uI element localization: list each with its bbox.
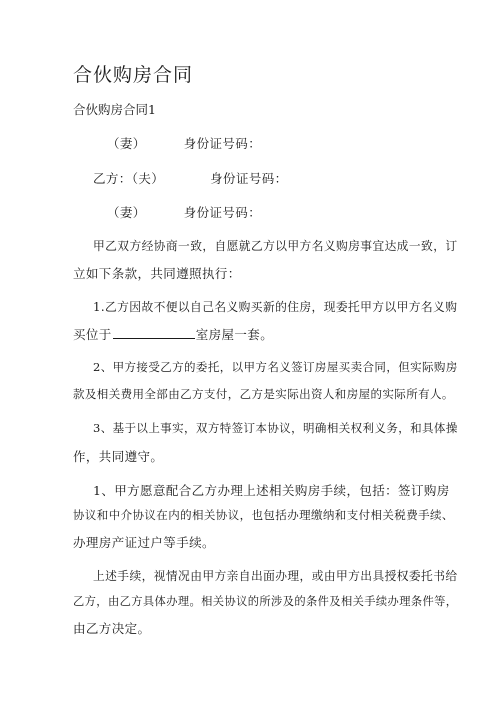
clause-3-line-1: 3、基于以上事实，双方特签订本协议，明确相关权利义务，和具体操 [93, 421, 458, 435]
clause-4-line-2: 协议和中介协议在内的相关协议，也包括办理缴纳和支付相关税费手续、 [73, 508, 454, 522]
clause-4-line-3: 办理房产证过户等手续。 [73, 535, 215, 550]
address-blank-line [113, 327, 195, 339]
intro-line-2: 立如下条款，共同遵照执行： [73, 266, 241, 281]
document-subtitle: 合伙购房合同1 [73, 102, 156, 117]
clause-4-line-1: 1、甲方愿意配合乙方办理上述相关购房手续，包括：签订购房 [93, 483, 450, 498]
clause-1-line-1: 1.乙方因故不便以自己名义购买新的住房，现委托甲方以甲方名义购 [93, 300, 458, 314]
party-wife-id-label: 身份证号码： [183, 136, 262, 151]
party-wife-line-2 [107, 203, 261, 221]
clause-1-suffix: 室房屋一套。 [195, 327, 274, 342]
party-b-id-label: 身份证号码： [210, 171, 288, 186]
clause-5-line-3: 由乙方决定。 [73, 621, 151, 636]
party-wife-label: （妻） [107, 136, 146, 151]
party-wife-id-label: 身份证号码： [183, 205, 262, 220]
party-wife-label: （妻） [107, 205, 146, 220]
clause-5-line-1: 上述手续，视情况由甲方亲自出面办理，或由甲方出具授权委托书给 [93, 569, 458, 583]
clause-1-prefix: 买位于 [73, 327, 112, 342]
intro-line-1: 甲乙双方经协商一致，自愿就乙方以甲方名义购房事宜达成一致，订 [93, 239, 458, 253]
clause-1-line-2 [73, 325, 273, 343]
clause-3-line-2: 作，共同遵守。 [73, 449, 164, 464]
clause-2-line-1: 2、甲方接受乙方的委托，以甲方名义签订房屋买卖合同，但实际购房 [93, 360, 458, 374]
clause-2-line-2: 款及相关费用全部由乙方支付，乙方是实际出资人和房屋的实际所有人。 [73, 387, 454, 401]
clause-5-line-2: 乙方，由乙方具体办理。相关协议的所涉及的条件及相关手续办理条件等， [73, 595, 458, 608]
party-wife-line-1 [107, 134, 261, 152]
party-b-line [93, 169, 288, 187]
document-title: 合伙购房合同 [73, 64, 194, 86]
party-b-label: 乙方：（夫） [93, 171, 165, 186]
